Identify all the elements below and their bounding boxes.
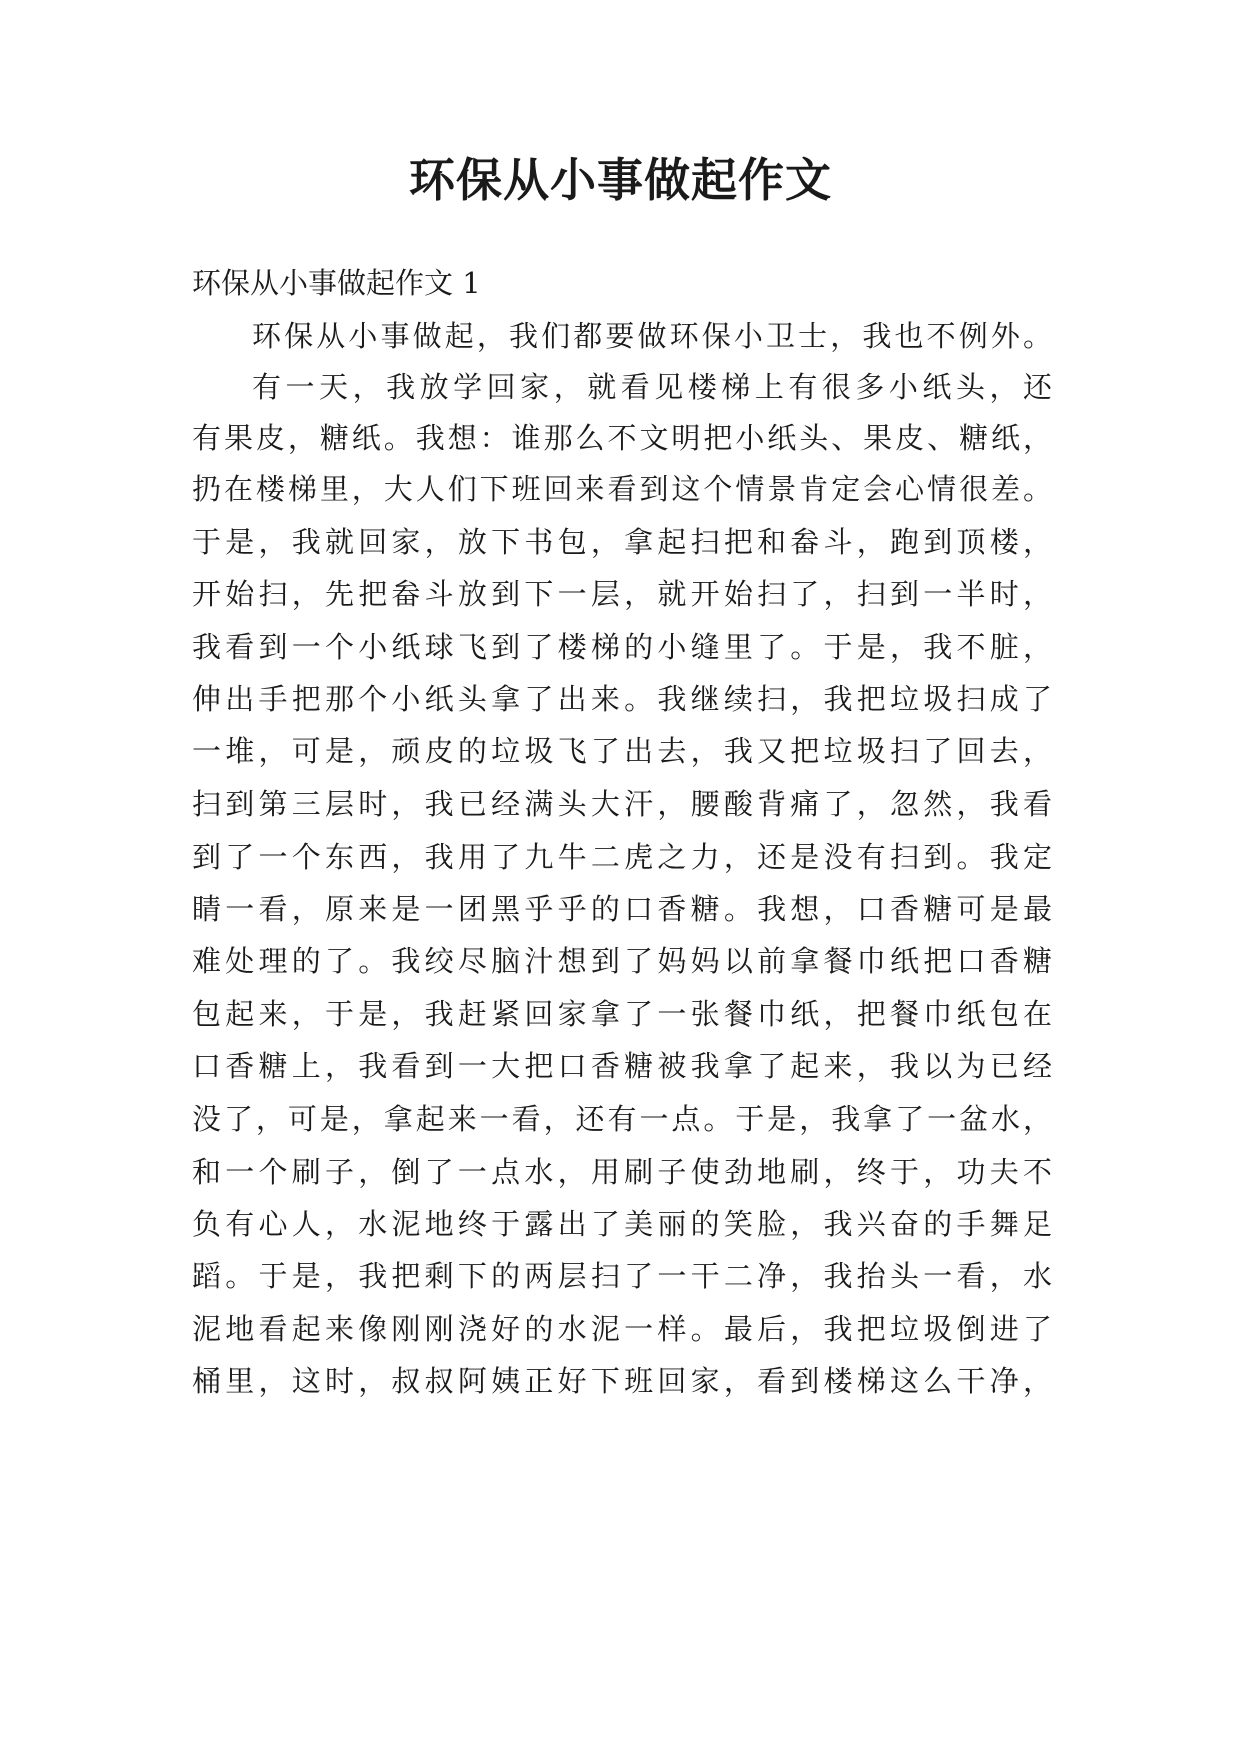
paragraph-line: 到了一个东西，我用了九牛二虎之力，还是没有扫到。我定 [192, 840, 1052, 874]
paragraph-line: 我看到一个小纸球飞到了楼梯的小缝里了。于是，我不脏， [192, 630, 1052, 664]
paragraph-line: 口香糖上，我看到一大把口香糖被我拿了起来，我以为已经 [192, 1049, 1052, 1083]
paragraph-line: 包起来，于是，我赶紧回家拿了一张餐巾纸，把餐巾纸包在 [192, 997, 1052, 1031]
paragraph-line: 有一天，我放学回家，就看见楼梯上有很多小纸头，还 [252, 370, 1052, 404]
document-title: 环保从小事做起作文 [409, 153, 832, 207]
paragraph-line: 泥地看起来像刚刚浇好的水泥一样。最后，我把垃圾倒进了 [192, 1312, 1052, 1346]
paragraph-line: 扔在楼梯里，大人们下班回来看到这个情景肯定会心情很差。 [192, 472, 1052, 506]
paragraph-line: 于是，我就回家，放下书包，拿起扫把和畚斗，跑到顶楼， [192, 525, 1052, 559]
paragraph-line: 桶里，这时，叔叔阿姨正好下班回家，看到楼梯这么干净， [192, 1364, 1052, 1398]
paragraph-line: 有果皮，糖纸。我想：谁那么不文明把小纸头、果皮、糖纸， [192, 421, 1052, 455]
paragraph-line: 伸出手把那个小纸头拿了出来。我继续扫，我把垃圾扫成了 [192, 682, 1052, 716]
paragraph-line: 蹈。于是，我把剩下的两层扫了一干二净，我抬头一看，水 [192, 1259, 1052, 1293]
paragraph-line: 扫到第三层时，我已经满头大汗，腰酸背痛了，忽然，我看 [192, 787, 1052, 821]
paragraph-line: 没了，可是，拿起来一看，还有一点。于是，我拿了一盆水， [192, 1102, 1052, 1136]
paragraph-line: 负有心人，水泥地终于露出了美丽的笑脸，我兴奋的手舞足 [192, 1207, 1052, 1241]
section-heading: 环保从小事做起作文 1 [192, 266, 481, 300]
paragraph-line: 开始扫，先把畚斗放到下一层，就开始扫了，扫到一半时， [192, 577, 1052, 611]
paragraph-line: 难处理的了。我绞尽脑汁想到了妈妈以前拿餐巾纸把口香糖 [192, 944, 1052, 978]
paragraph-line: 睛一看，原来是一团黑乎乎的口香糖。我想，口香糖可是最 [192, 892, 1052, 926]
paragraph-line: 环保从小事做起，我们都要做环保小卫士，我也不例外。 [252, 319, 1052, 353]
paragraph-line: 和一个刷子，倒了一点水，用刷子使劲地刷，终于，功夫不 [192, 1155, 1052, 1189]
paragraph-line: 一堆，可是，顽皮的垃圾飞了出去，我又把垃圾扫了回去， [192, 734, 1052, 768]
